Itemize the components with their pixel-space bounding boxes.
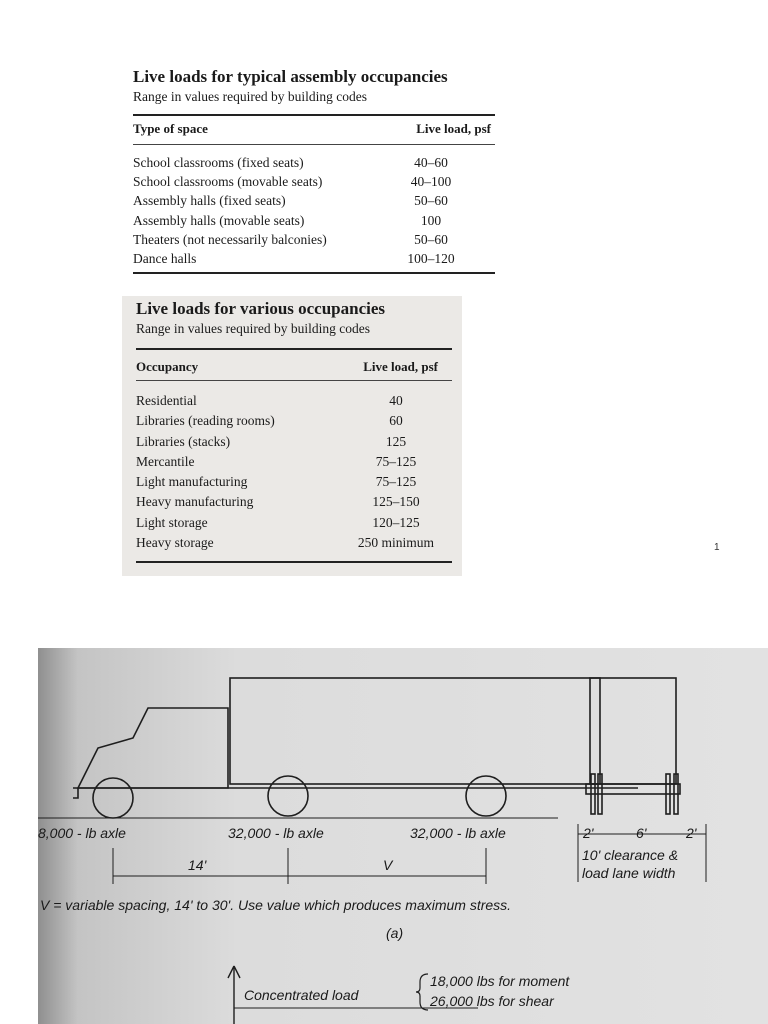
table-row <box>133 153 495 172</box>
axle-mid-label: 32,000 - lb axle <box>228 825 324 841</box>
row-value: 75–125 <box>375 474 417 490</box>
table-row <box>133 249 495 268</box>
truck-diagram <box>38 648 768 1024</box>
concentrated-load-label: Concentrated load <box>244 987 359 1003</box>
rear-view-box <box>590 678 676 784</box>
table2-col-occupancy: Occupancy <box>136 359 199 374</box>
clearance-label-2: load lane width <box>582 865 676 881</box>
truck-loading-figure <box>38 648 768 1024</box>
spacing-note: V = variable spacing, 14' to 30'. Use value which produces maximum stress. <box>40 897 512 913</box>
table-row <box>136 492 452 512</box>
row-label: Mercantile <box>136 453 195 469</box>
table-row <box>136 432 452 452</box>
table2-header <box>136 350 452 376</box>
table-row <box>136 472 452 492</box>
table-row <box>133 230 495 249</box>
table-row <box>133 211 495 230</box>
dim-6-label: 6' <box>636 825 647 841</box>
row-value: 40–60 <box>414 155 448 170</box>
shear-load-label: 26,000 lbs for shear <box>430 993 554 1009</box>
table-row <box>136 391 452 411</box>
row-label: Dance halls <box>133 251 197 267</box>
truck-cab <box>78 708 228 788</box>
table1-body <box>133 145 495 268</box>
row-label: Libraries (reading rooms) <box>136 413 275 429</box>
row-label: School classrooms (fixed seats) <box>133 155 304 170</box>
table1-col-type: Type of space <box>133 121 208 136</box>
row-label: Light manufacturing <box>136 474 248 490</box>
row-value: 75–125 <box>375 453 417 469</box>
row-label: Light storage <box>136 514 208 530</box>
table1-bottom-rule <box>133 272 495 274</box>
table2-subtitle: Range in values required by building codes <box>136 321 370 336</box>
row-label: Heavy manufacturing <box>136 494 254 510</box>
trailer-box <box>230 678 600 784</box>
table2-col-load: Live load, psf <box>363 359 438 374</box>
row-label: Theaters (not necessarily balconies) <box>133 231 327 247</box>
row-label: Residential <box>136 393 197 408</box>
row-value: 60 <box>389 413 403 429</box>
row-label: Assembly halls (fixed seats) <box>133 193 286 209</box>
table2-inner <box>136 296 452 563</box>
table1-title: Live loads for typical assembly occupancies <box>133 67 448 86</box>
dim-2a-label: 2' <box>583 825 594 841</box>
row-label: Assembly halls (movable seats) <box>133 212 305 228</box>
table1-col-load: Live load, psf <box>416 121 491 136</box>
table-row <box>133 191 495 210</box>
dim-v-label: V <box>383 857 393 873</box>
row-label: Libraries (stacks) <box>136 433 231 449</box>
row-value: 50–60 <box>414 193 448 209</box>
row-label: Heavy storage <box>136 535 214 551</box>
row-value: 40–100 <box>410 174 452 190</box>
table-row <box>136 452 452 472</box>
row-value: 50–60 <box>414 231 448 247</box>
axle-front-label: 8,000 - lb axle <box>38 825 126 841</box>
table-various-occupancies <box>122 296 462 576</box>
row-value: 100 <box>420 212 442 228</box>
table2-body <box>136 381 452 553</box>
row-value: 250 minimum <box>357 535 435 551</box>
table2-title: Live loads for various occupancies <box>136 299 386 318</box>
table2-bottom-rule <box>136 561 452 563</box>
row-value: 125–150 <box>372 494 420 510</box>
rear-wheel <box>466 776 506 816</box>
front-wheel <box>93 778 133 818</box>
middle-wheel <box>268 776 308 816</box>
figure-caption: (a) <box>386 925 404 941</box>
row-value: 120–125 <box>372 514 420 530</box>
clearance-label-1: 10' clearance & <box>582 847 679 863</box>
dim-2b-label: 2' <box>686 825 697 841</box>
table-row <box>136 533 452 553</box>
table-row <box>136 411 452 431</box>
page-number: 1 <box>714 542 720 553</box>
row-label: School classrooms (movable seats) <box>133 174 323 190</box>
table-row <box>136 513 452 533</box>
row-value: 125 <box>385 433 407 449</box>
moment-load-label: 18,000 lbs for moment <box>430 973 570 989</box>
table-row <box>133 172 495 191</box>
table-assembly-occupancies <box>133 66 495 274</box>
axle-rear-label: 32,000 - lb axle <box>410 825 506 841</box>
dim-14-label: 14' <box>188 857 207 873</box>
table1-header <box>133 116 495 138</box>
table1-subtitle: Range in values required by building codes <box>133 89 367 104</box>
row-value: 40 <box>389 393 403 408</box>
row-value: 100–120 <box>407 251 455 267</box>
